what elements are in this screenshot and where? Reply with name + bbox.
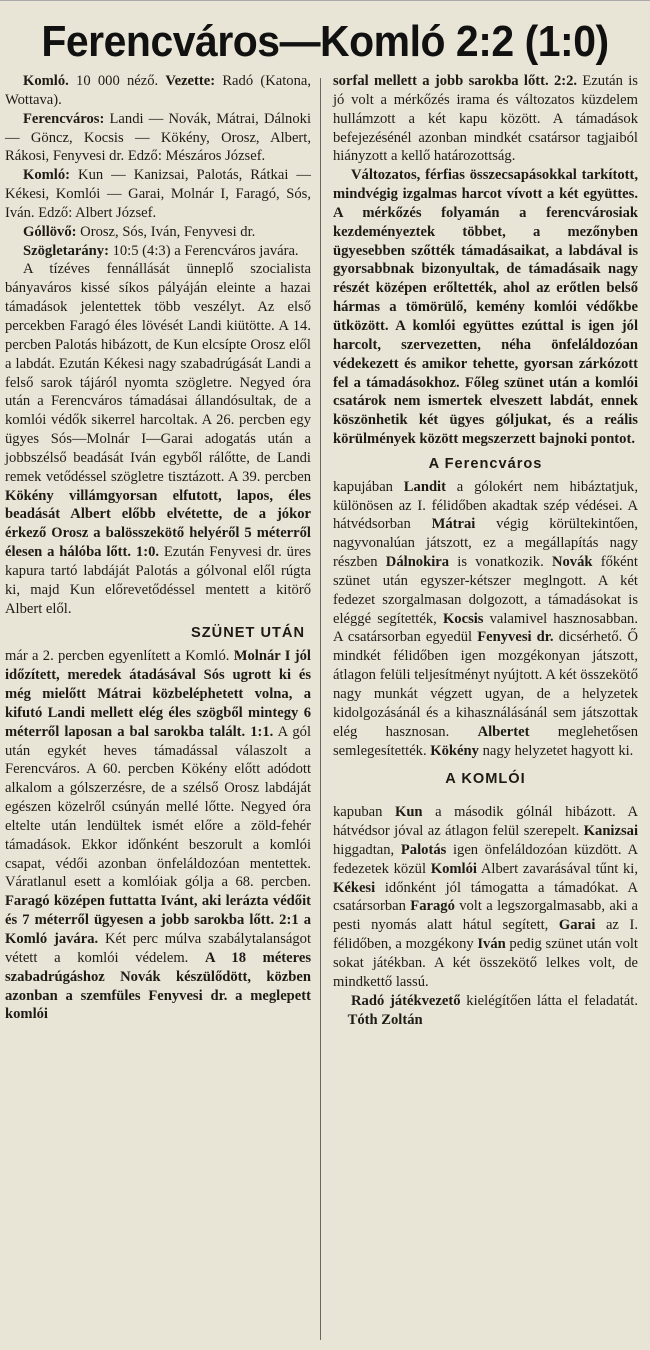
eval-text: kapuban	[333, 804, 395, 821]
eval-text: valamivel hasznosabban. A csatársorban egyedül	[333, 610, 638, 646]
player-name: Kocsis	[442, 610, 484, 627]
eval-text: Albert zavarásával tűnt ki,	[476, 860, 638, 877]
eval-text: dicsérhető. Ő mindkét félidőben igen mozgékonyan játszott, átlagon felüli teljesítményt nyújtott. A két összekötő nagy munkát végzett ugyan, de a helyzetek kidolgozásánál és a kihasználásánál sem játszottak elég hasznosan.	[333, 629, 638, 740]
eval-text: kapujában	[333, 478, 404, 495]
player-name: Kökény	[430, 742, 479, 759]
ferencvaros-label: Ferencváros:	[23, 110, 105, 127]
player-name: Faragó	[410, 898, 455, 915]
referee-name: Radó játékvezető	[351, 992, 461, 1009]
ferencvaros-players: Landi — Novák, Mátrai, Dálnoki — Göncz, Kocsis — Kökény, Orosz, Albert, Rákosi, Fenyvesi dr. Edző: Mészáros József.	[5, 110, 311, 165]
equalizer-text: Molnár I jól időzített, meredek átadásával Sós ugrott ki és még mielőtt Mátrai közbeléphetett volna, a kifutó Landi mellett elég éles szögből mintegy 6 méterről laposan a bal sarokba talált. 1:1.	[5, 648, 311, 740]
summary-text: Változatos, férfias összecsapásokkal tarkított, mindvégig izgalmas harcot vívott a két együttes. A mérkőzés folyamán a ferencvárosiak kezdeményeztek többet, a mezőnyben ügyesebben szőtték támadásaikat, a labdával is gyorsabbnak bizonyultak, de támadásaik nagy részét középen erőltették, ahol az erőtlen belső hármas a tömörülő, kemény komlói védőkbe ütközött. A komlói együttes ezúttal is igen jól harcolt, szervezetten, néha önfeláldozóan védekezett és amikor tehette, gyorsan zárkózott fel a támadásokhoz. Főleg szünet után a komlói csatárok nem ismertek elveszett labdát, ennek köszönhetik két ügyes góljukat, és a reális körülmények között megszerzett bajnoki pontot.	[333, 167, 638, 448]
player-name: Dálnokira	[385, 554, 450, 571]
second-komlo-goal-text: Faragó középen futtatta Ivánt, aki lerázta védőit és 7 méterről ügyesen a jobb sarokba lőtt. 2:1 a Komló javára.	[5, 893, 311, 947]
corners	[5, 242, 311, 261]
eval-text: higgadtan,	[333, 841, 401, 858]
player-name: Iván	[477, 936, 506, 953]
scorers	[5, 223, 311, 242]
eval-text: a gólokért nem hibáztatjuk, különösen az I. félidőben akadtak szép védései. A hátvédsorban	[333, 478, 638, 533]
page-title: Ferencváros—Komló 2:2 (1:0)	[41, 17, 609, 66]
komlo-players: Kun — Kanizsai, Palotás, Rátkai — Kékesi, Komlói — Garai, Molnár I, Faragó, Sós, Iván. Edző: Albert József.	[5, 167, 311, 221]
first-goal-text: Kökény villámgyorsan elfutott, lapos, éles beadását Albert előbb elvétette, de a jókor érkező Orosz a balösszekötő helyéről 5 méterről élesen a hálóba lőtt. 1:0.	[5, 487, 311, 561]
ferencvaros-evaluation	[333, 478, 638, 761]
player-name: Garai	[558, 917, 596, 934]
right-column	[333, 72, 638, 1029]
second-equalizer	[333, 72, 638, 166]
eval-text: nagy helyzetet hagyott ki.	[478, 742, 634, 759]
scorers-list: Orosz, Sós, Iván, Fenyvesi dr.	[76, 223, 256, 240]
player-name: Novák	[551, 554, 593, 571]
referee: Radó (Katona, Wottava).	[5, 73, 311, 108]
eval-text: pedig szünet után volt sokat játékban. A két összekötő lelkes volt, de mindkettő lassú.	[333, 936, 638, 990]
second-equalizer-tail: Ezután is jó volt a mérkőzés irama és változatos küzdelem hullámzott a két kapu között. A támadások befejezésénél azonban mindkét csatársor tagjaiból hiányzott a kellő határozottság.	[333, 73, 638, 165]
eval-text: a második gólnál hibázott. A hátvédsor jóval az átlagon felül szerepelt.	[333, 804, 638, 840]
first-half-report	[5, 260, 311, 618]
player-name: Fenyvesi dr.	[477, 629, 554, 646]
eval-text: időnként jól támogatta a támadókat. A csatársorban	[333, 879, 638, 915]
eval-text: is vonatkozik.	[449, 554, 552, 571]
corners-label: Szögletarány:	[23, 242, 109, 259]
summary-paragraph	[333, 166, 638, 449]
top-rule	[0, 0, 650, 1]
second-half-text: már a 2. percben egyenlített a Komló.	[5, 648, 234, 665]
eval-text: az I. félidőben, a mozgékony	[333, 917, 638, 953]
attendance: 10 000 néző.	[68, 73, 166, 89]
komlo-label: Komló:	[23, 167, 71, 184]
player-name: Kanizsai	[583, 823, 638, 840]
eval-text: meglehetősen semlegesítették.	[333, 723, 639, 759]
scorers-label: Góllövő:	[23, 223, 77, 240]
referee-eval-text: kielégítően látta el feladatát.	[460, 992, 638, 1009]
player-name: Palotás	[400, 841, 447, 858]
player-name: Landit	[403, 478, 446, 495]
free-kick-text: A 18 méteres szabadrúgáshoz Novák készülődött, közben azonban a szemfüles Fenyvesi dr. a meglepett komlói	[5, 949, 312, 1023]
column-divider	[320, 78, 321, 1340]
subheading-komlo: A KOMLÓI	[445, 771, 526, 788]
left-column	[5, 72, 311, 1024]
first-half-tail: Ezután Fenyvesi dr. üres kapura tartó labdáját Palotás a gólvonal elől rúgta ki, majd Kun előrevetődéssel mentett a kitörő Albert elől.	[5, 544, 311, 617]
subheading-second-half: SZÜNET UTÁN	[191, 625, 305, 642]
eval-text: főként szünet után egyszer-kétszer meglngott. A két fedezet szorgalmasan dolgozott, a támadásokat is eléggé segítették,	[333, 554, 638, 627]
foul-text: Két perc múlva szabálytalanságot vétett a komlói védelem.	[5, 930, 311, 966]
player-name: Kékesi	[333, 879, 376, 896]
match-info	[5, 72, 311, 110]
player-name: Mátrai	[431, 516, 476, 533]
eval-text: volt a legszorgalmasabb, aki a pesti nyomás alatt hátul segített,	[333, 898, 638, 934]
second-half-middle: A gól után egykét heves támadással válaszolt a Ferencváros. A 60. percben Kökény előtt adódott alkalom a gólszerzésre, de a szélső Orosz labdáját egészen közelről csúnyán mellé lőtte. Negyed óra eltelte után lendültek ismét előre a zöld-fehér támadások. Ekkor időnként beszorult a komlói csapat, védői azonban önfeláldozóan mentettek. Váratlanul esett a komlóiak gólja a 68. percben.	[5, 723, 312, 891]
player-name: Komlói	[430, 860, 477, 877]
player-name: Kun	[394, 804, 423, 821]
second-equalizer-text: sorfal mellett a jobb sarokba lőtt. 2:2.	[333, 73, 578, 89]
komlo-lineup	[5, 166, 311, 223]
komlo-evaluation	[333, 803, 638, 991]
referee-evaluation	[333, 992, 638, 1030]
referee-label: Vezette:	[165, 73, 216, 89]
corners-value: 10:5 (4:3) a Ferencváros javára.	[108, 242, 299, 259]
author-signature: Tóth Zoltán	[347, 1011, 423, 1028]
player-name: Albertet	[477, 723, 530, 740]
venue-label: Komló.	[23, 73, 69, 89]
eval-text: igen önfeláldozóan küzdött. A fedezetek közül	[333, 841, 638, 877]
second-half-report	[5, 647, 311, 1024]
eval-text: végig körültekintően, nagyvonalúan játszott, ez a megállapítás nagy részben	[333, 516, 638, 571]
first-half-text: A tízéves fennállását ünneplő szocialista bányaváros kissé síkos pályáján eleinte a hazai támadások jelentettek több veszélyt. Az első percekben Faragó éles lövését Landi kiütötte. A 14. percben Palotás hibázott, de Kun elcsípte Orosz elől a labdát. Ezután Kékesi nagy szabadrúgását Landi a felső sarok tájáról nyomta szögletre. Negyed óra után a Ferencváros támadásai állandósultak, de a komlói védők sikerrel harcoltak. A 26. percben egy ügyes Sós—Molnár I—Garai adogatás után a jobbszélső beadását Iván egyből rálőtte, de Landi remek vetődéssel szögletre tisztázott. A 39. percben	[5, 261, 311, 485]
ferencvaros-lineup	[5, 110, 311, 167]
subheading-ferencvaros: A Ferencváros	[428, 455, 543, 472]
